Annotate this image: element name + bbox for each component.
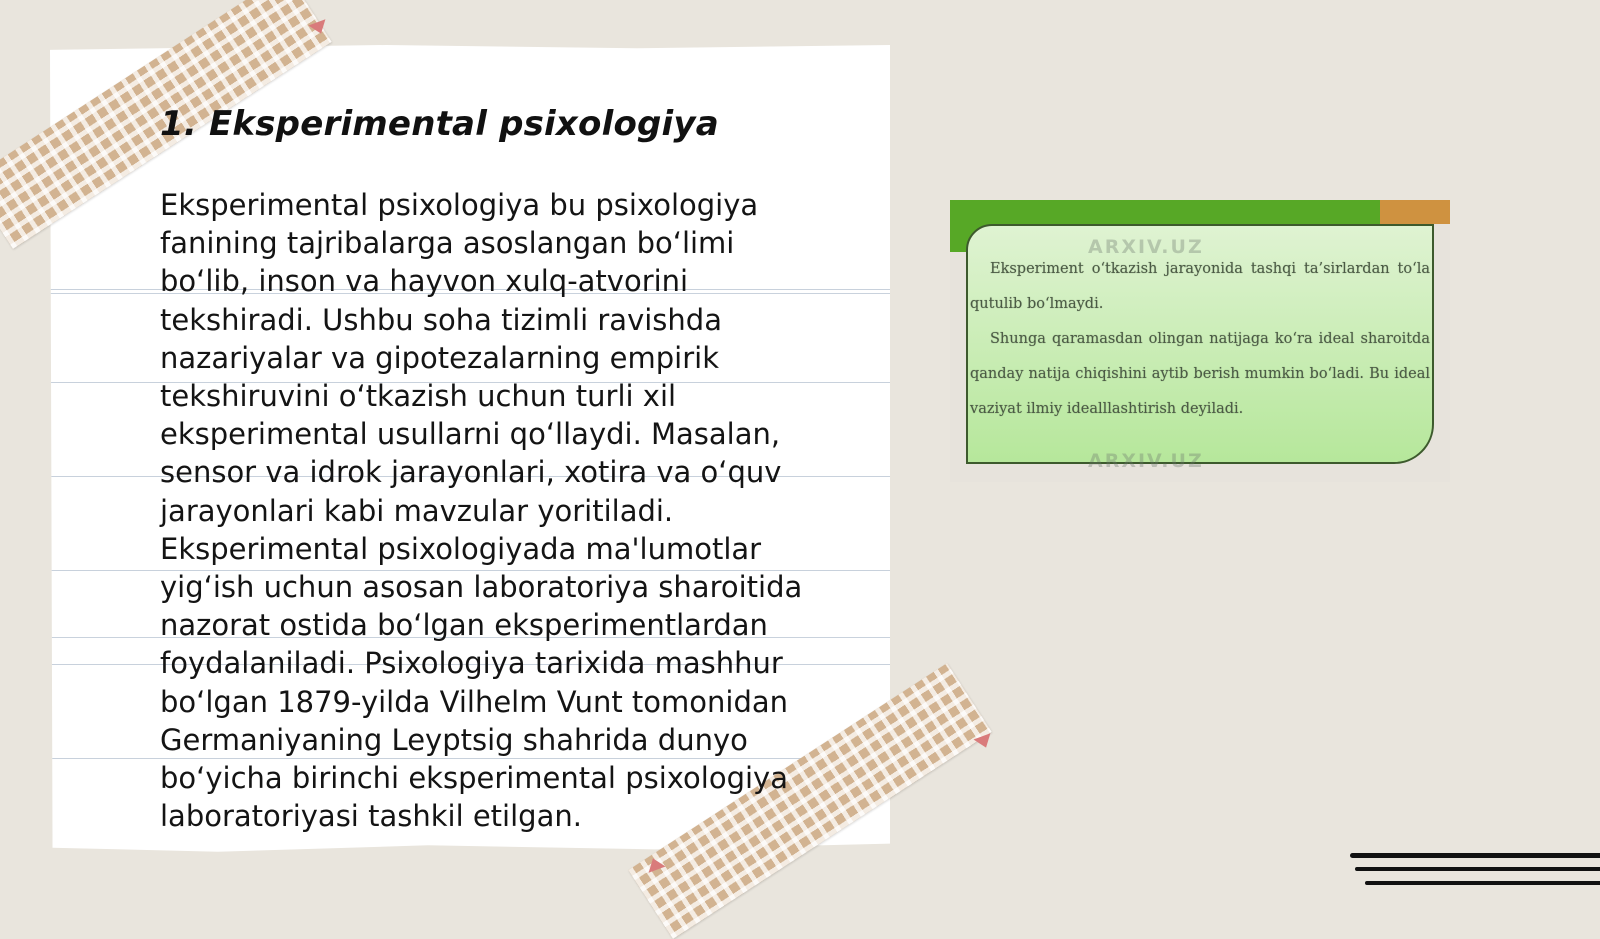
- watermark-text: ARXIV.UZ: [1088, 236, 1204, 258]
- slide-title: 1. Eksperimental psixologiya: [160, 104, 719, 144]
- textbook-excerpt-image: [950, 200, 1450, 482]
- card-paragraph-2: Shunga qaramasdan olingan natijaga ko‘ra ideal sharoitda qanday natija chiqishini aytib berish mumkin bo‘ladi. Bu ideal vaziyat ilmiy idealllashtirish deyiladi.: [970, 331, 1430, 417]
- watermark-text: ARXIV.UZ: [1088, 450, 1204, 472]
- card-paragraph-1: Eksperiment o‘tkazish jarayonida tashqi ta’sirlardan to‘la qutulib bo‘lmaydi.: [970, 261, 1430, 312]
- card-orange-accent: [1380, 200, 1450, 224]
- decorative-stroke: [1365, 881, 1600, 885]
- card-text: [970, 252, 1430, 427]
- decorative-stroke: [1350, 853, 1600, 858]
- decorative-stroke: [1355, 867, 1600, 871]
- slide-body-text: Eksperimental psixologiya bu psixologiya fanining tajribalarga asoslangan bo‘limi bo‘lib, inson va hayvon xulq-atvorini tekshiradi. Ushbu soha tizimli ravishda nazariyalar va gipotezalarning empirik tekshiruvini o‘tkazish uchun turli xil eksperimental usullarni qo‘llaydi. Masalan, sensor va idrok jarayonlari, xotira va o‘quv jarayonlari kabi mavzular yoritiladi. Eksperimental psixologiyada ma'lumotlar yig‘ish uchun asosan laboratoriya sharoitida nazorat ostida bo‘lgan eksperimentlardan foydalaniladi. Psixologiya tarixida mashhur bo‘lgan 1879-yilda Vilhelm Vunt tomonidan Germaniyaning Leyptsig shahrida dunyo bo‘yicha birinchi eksperimental psixologiya laboratoriyasi tashkil etilgan.: [160, 188, 803, 834]
